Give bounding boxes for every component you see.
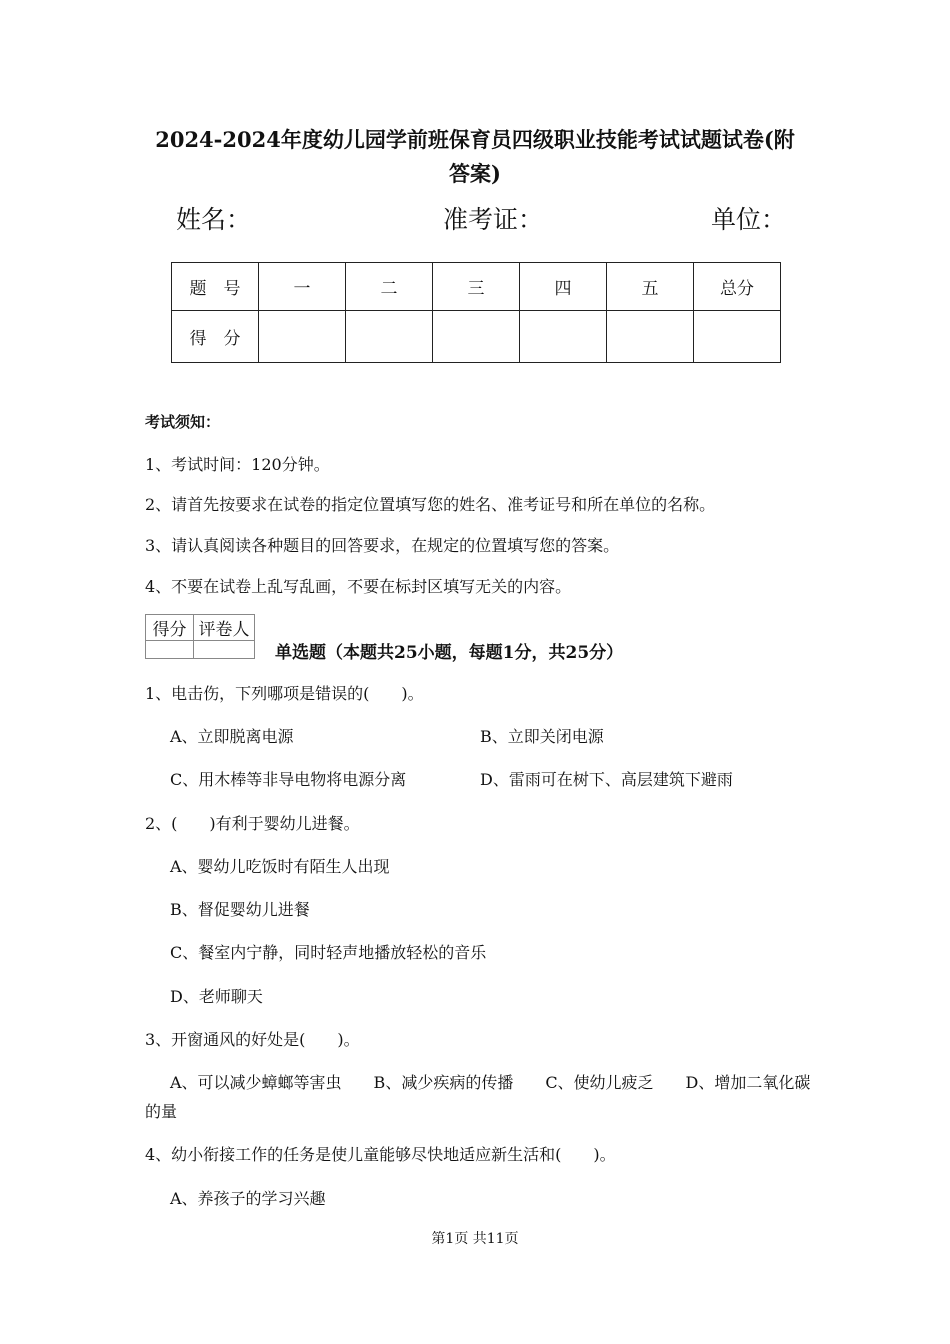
option: B、督促婴幼儿进餐 <box>170 900 310 919</box>
option: C、餐室内宁静，同时轻声地播放轻松的音乐 <box>170 943 487 962</box>
option: A、养孩子的学习兴趣 <box>170 1189 326 1208</box>
score-cell[interactable] <box>346 311 433 363</box>
score-cell[interactable] <box>607 311 694 363</box>
score-header-cell: 二 <box>346 263 433 311</box>
note-item: 2、请首先按要求在试卷的指定位置填写您的姓名、准考证号和所在单位的名称。 <box>145 495 716 514</box>
title-line-1: 2024-2024年度幼儿园学前班保育员四级职业技能考试试题试卷(附 <box>155 127 795 152</box>
grader-name-label: 评卷人 <box>194 615 255 641</box>
option: A、婴幼儿吃饭时有陌生人出现 <box>170 857 390 876</box>
score-table <box>171 262 781 363</box>
section-title: 单选题（本题共25小题，每题1分，共25分） <box>275 643 624 663</box>
score-cell[interactable] <box>259 311 346 363</box>
page-footer: 第1页 共11页 <box>431 1231 519 1247</box>
score-header-cell: 总分 <box>694 263 781 311</box>
score-cell[interactable] <box>433 311 520 363</box>
note-item: 4、不要在试卷上乱写乱画，不要在标封区填写无关的内容。 <box>145 577 572 596</box>
score-header-cell: 题 号 <box>172 263 259 311</box>
score-table-score-row <box>172 311 781 363</box>
grader-box <box>145 614 255 659</box>
question-stem: 1、电击伤，下列哪项是错误的( )。 <box>145 684 424 703</box>
question-stem: 3、开窗通风的好处是( )。 <box>145 1030 360 1049</box>
unit-field-label: 单位： <box>711 205 787 234</box>
option: D、雷雨可在树下、高层建筑下避雨 <box>480 770 733 789</box>
score-table-header-row <box>172 263 781 311</box>
score-header-cell: 一 <box>259 263 346 311</box>
score-row-label: 得 分 <box>172 311 259 363</box>
option-line: 的量 <box>145 1102 178 1121</box>
notes-title: 考试须知： <box>145 413 221 431</box>
option: A、立即脱离电源 <box>170 727 294 746</box>
score-header-cell: 三 <box>433 263 520 311</box>
grader-score-cell[interactable] <box>146 641 194 659</box>
grader-name-cell[interactable] <box>194 641 255 659</box>
name-field-label: 姓名： <box>176 205 252 234</box>
option: D、老师聊天 <box>170 987 263 1006</box>
question-stem: 2、( )有利于婴幼儿进餐。 <box>145 814 360 833</box>
score-header-cell: 五 <box>607 263 694 311</box>
option: B、立即关闭电源 <box>480 727 604 746</box>
grader-score-label: 得分 <box>146 615 194 641</box>
option-line: A、可以减少蟑螂等害虫 B、减少疾病的传播 C、使幼儿疲乏 D、增加二氧化碳 <box>170 1073 811 1092</box>
title-line-2: 答案) <box>449 161 501 186</box>
score-cell[interactable] <box>520 311 607 363</box>
question-stem: 4、幼小衔接工作的任务是使儿童能够尽快地适应新生活和( )。 <box>145 1145 616 1164</box>
exam-id-field-label: 准考证： <box>443 205 544 234</box>
note-item: 3、请认真阅读各种题目的回答要求，在规定的位置填写您的答案。 <box>145 536 620 555</box>
score-header-cell: 四 <box>520 263 607 311</box>
option: C、用木棒等非导电物将电源分离 <box>170 770 407 789</box>
score-cell[interactable] <box>694 311 781 363</box>
note-item: 1、考试时间：120分钟。 <box>145 455 330 474</box>
